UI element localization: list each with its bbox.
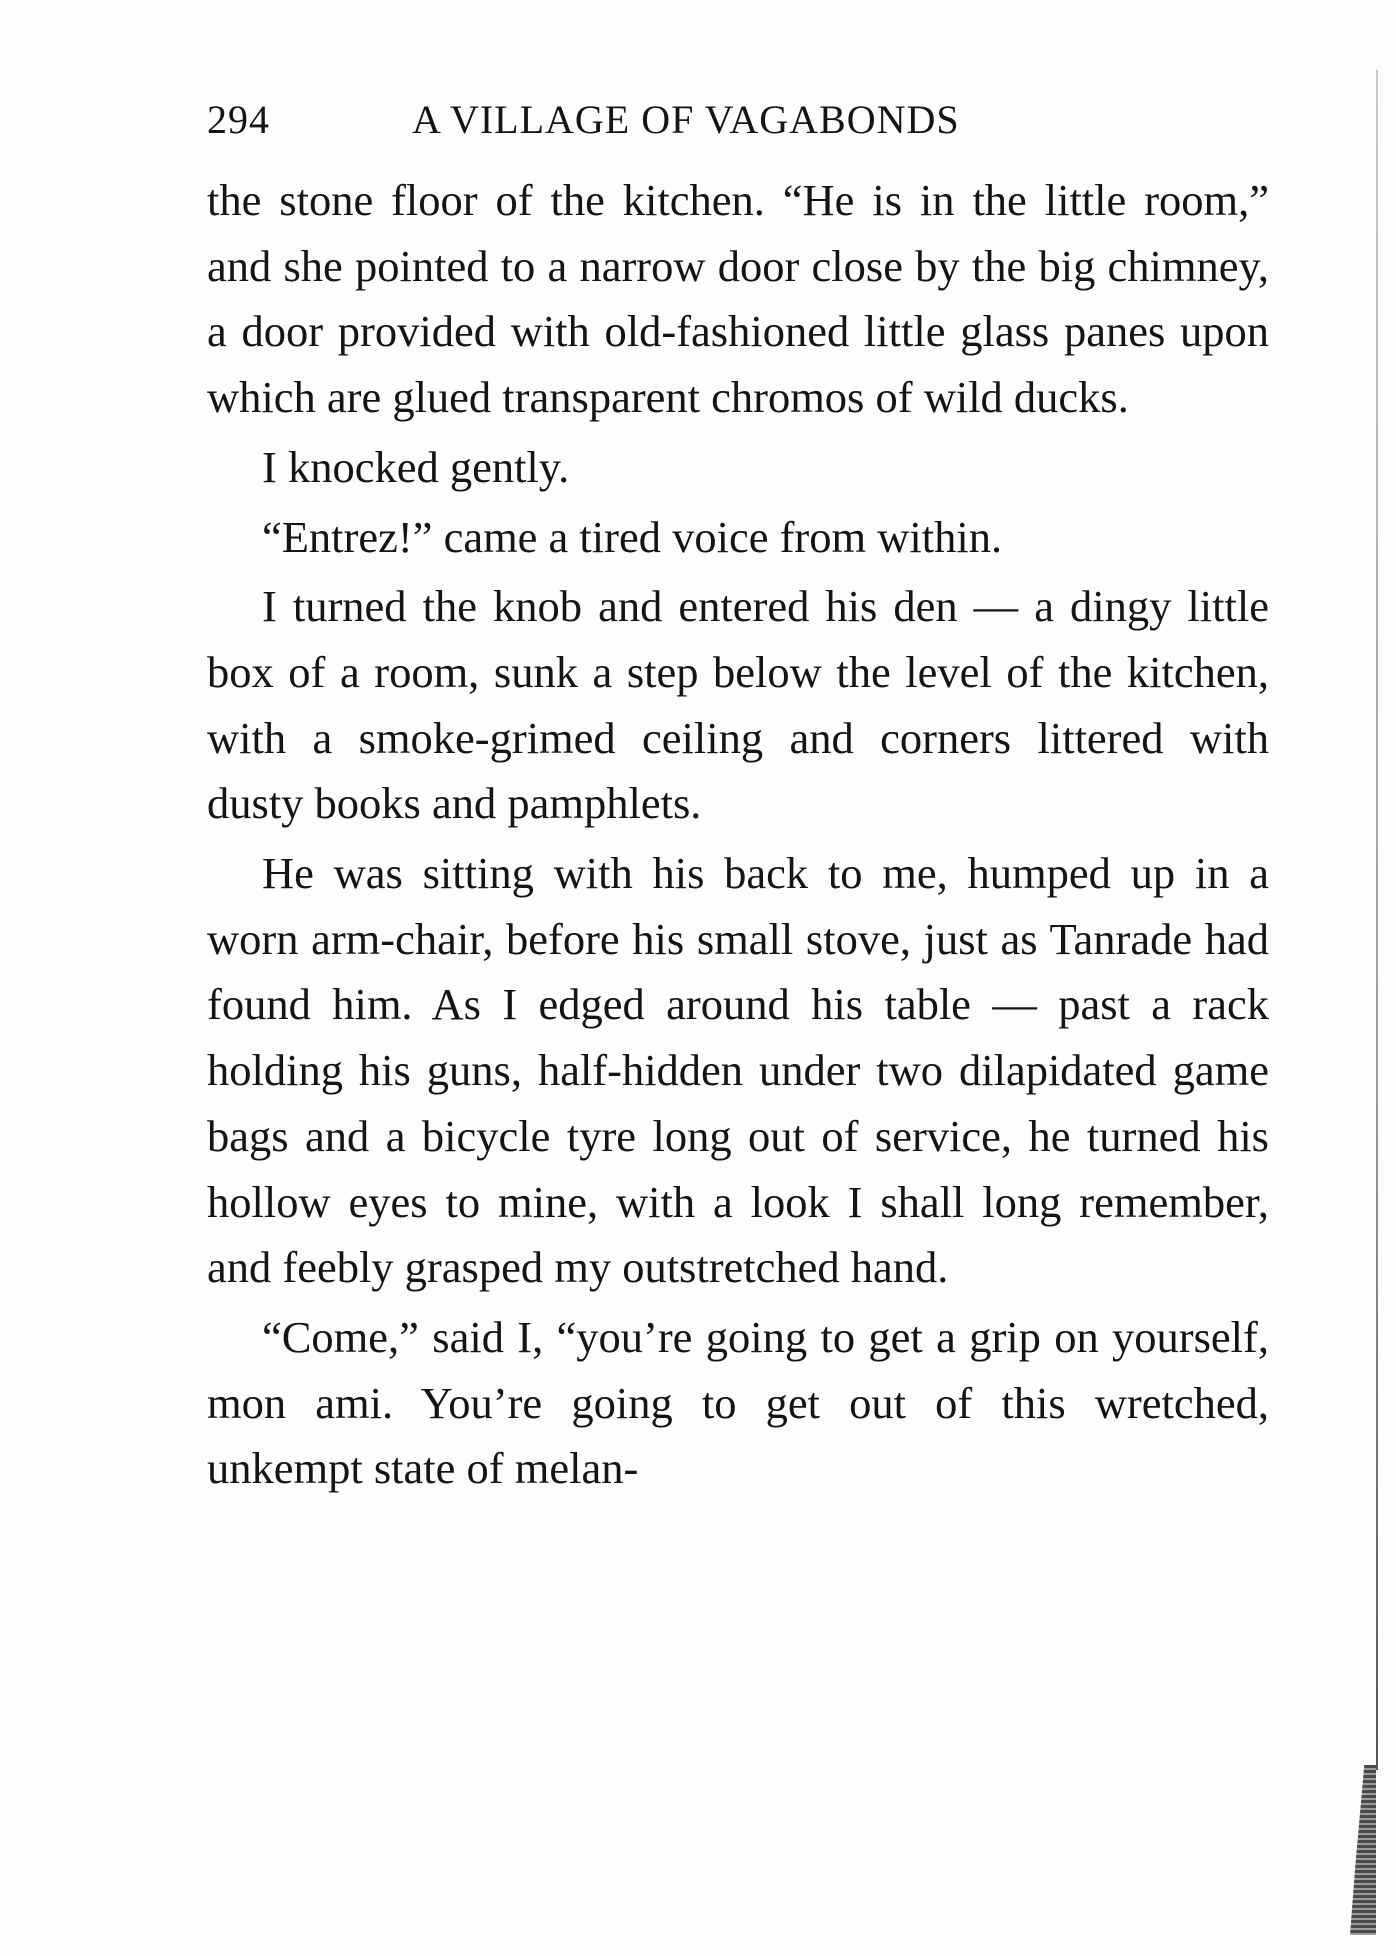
page-number: 294: [207, 97, 270, 142]
paragraph-4: I turned the knob and entered his den — a dingy little box of a room, sunk a step below the level of the kitchen, with a smoke-grimed ceiling and corners littered with dusty books and pamphlets.: [207, 581, 1269, 829]
paragraph-1: the stone floor of the kitchen. “He is in the little room,” and she pointed to a narrow door close by the big chimney, a door provided with old-fashioned little glass panes upon which are glued transparent chromos of wild ducks.: [207, 175, 1269, 423]
paragraph-5: He was sitting with his back to me, humped up in a worn arm-chair, before his small stove, just as Tanrade had found him. As I edged around his table — past a rack holding his guns, half-hidden under two dilapidated game bags and a bicycle tyre long out of service, he turned his hollow eyes to mine, with a look I shall long remember, and feebly grasped my outstretched hand.: [207, 848, 1269, 1293]
page-edge-rule: [1376, 70, 1378, 1770]
running-head: [207, 96, 1269, 146]
text-block: [207, 168, 1269, 1506]
page-edge-mark: [1350, 1765, 1376, 1935]
paragraph-3: “Entrez!” came a tired voice from within.: [262, 511, 1003, 562]
paragraph-2: I knocked gently.: [262, 441, 570, 492]
running-title: A VILLAGE OF VAGABONDS: [412, 97, 960, 142]
paragraph-6: “Come,” said I, “you’re going to get a grip on yourself, mon ami. You’re going to get out of this wretched, unkempt state of melan-: [207, 1311, 1269, 1494]
